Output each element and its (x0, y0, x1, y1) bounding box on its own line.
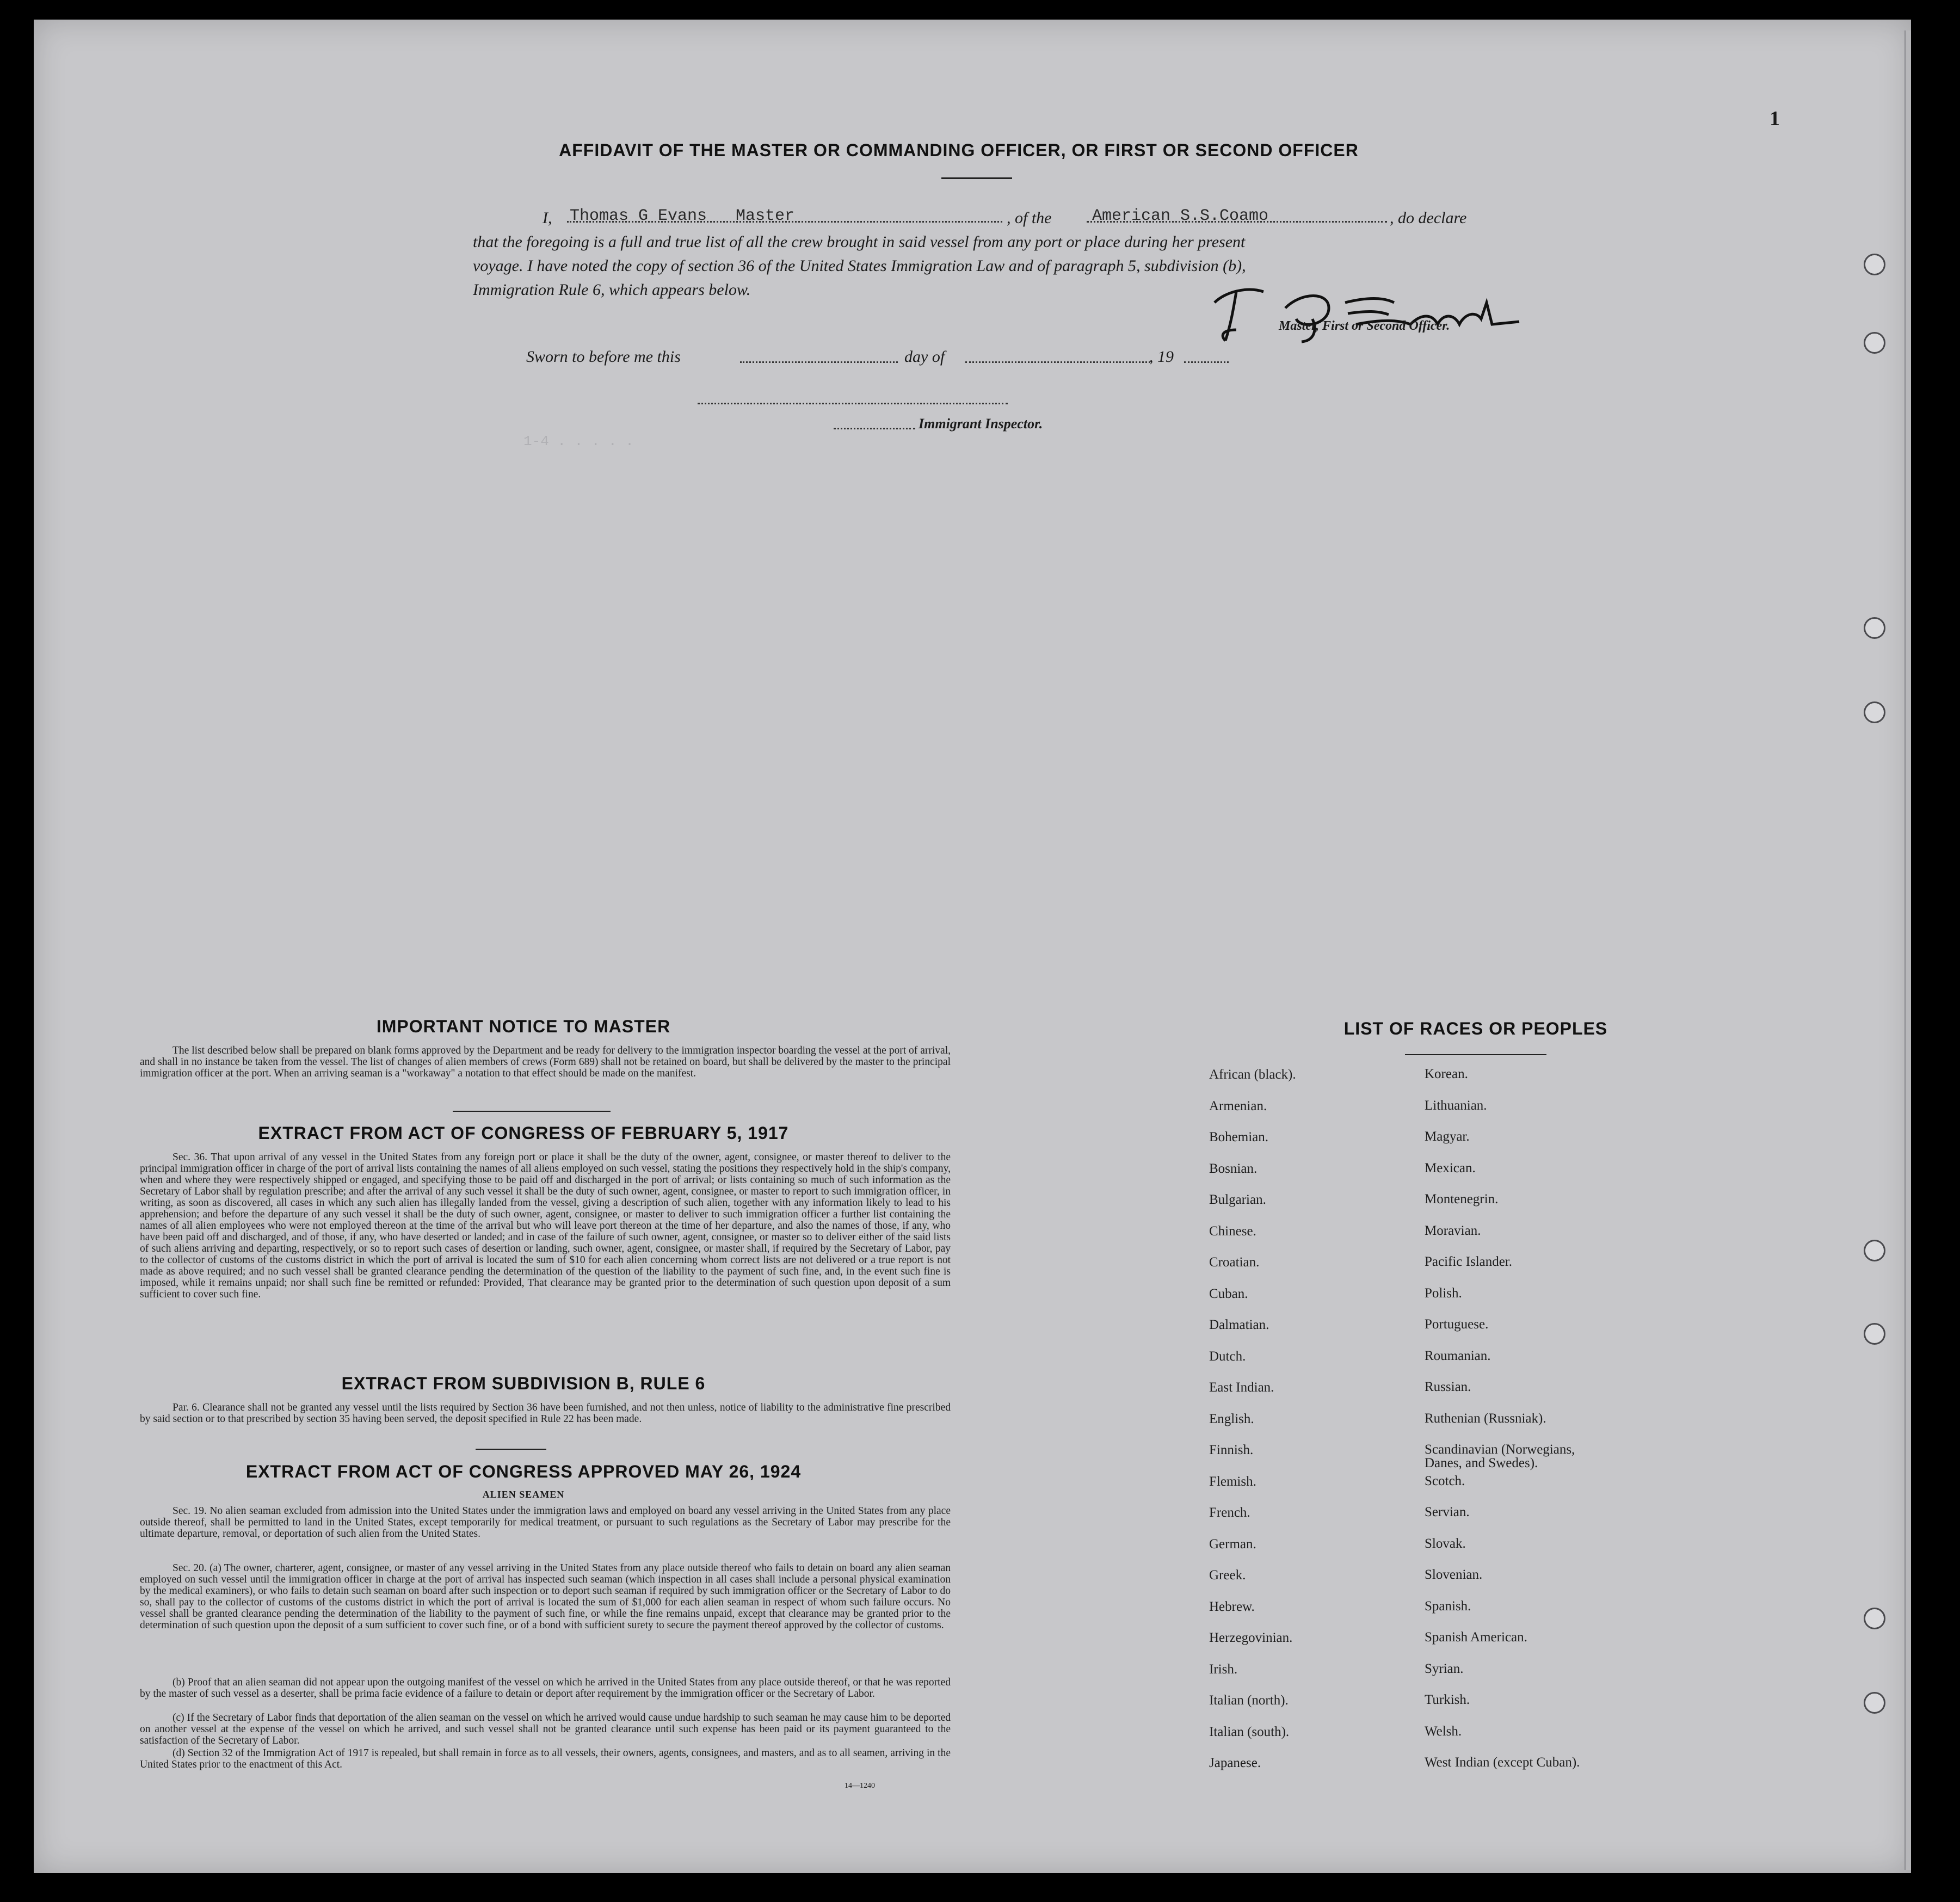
race-item: Scandinavian (Norwegians, Danes, and Swedes). (1425, 1442, 1575, 1470)
sec-20a-body: Sec. 20. (a) The owner, charterer, agent, consignee, or master of any vessel arriving in the United States from any place outside thereof who fails to detain on board any alien seaman employed on such vessel until the immigration officer in charge at the port of arrival has inspected such seaman (which inspection in all cases shall include a personal physical examination by the medical examiners), or who fails to detain such seaman on board after such inspection or to deport such seaman if required by such immigration officer or the Secretary of Labor to do so, shall pay to the collector of customs of the customs district in which the port of arrival is located the sum of $1,000 for each alien seaman in respect of whom such failure occurs. No vessel shall be granted clearance pending the determination of the liability to the payment of such fine, or while the fine remains unpaid, except that clearance may be granted prior to the determination of such question upon the deposit of a sum sufficient to cover such fine, or of a bond with sufficient surety to secure the payment thereof approved by the collector of customs. (140, 1562, 951, 1631)
of-the-text: , of the (1007, 209, 1052, 227)
race-item: Herzegovinian. (1209, 1630, 1293, 1645)
year-line (1184, 361, 1229, 363)
race-item: Pacific Islander. (1425, 1254, 1513, 1269)
race-item: German. (1209, 1536, 1256, 1552)
race-item: Lithuanian. (1425, 1098, 1487, 1113)
race-item: Ruthenian (Russniak). (1425, 1411, 1546, 1426)
race-item: Cuban. (1209, 1286, 1248, 1301)
subdivision-divider (476, 1449, 546, 1450)
race-item: French. (1209, 1505, 1250, 1520)
race-item: Italian (south). (1209, 1724, 1290, 1739)
declaration-intro: I, (543, 209, 552, 227)
races-divider (1405, 1054, 1546, 1055)
extract-1924-subtitle: ALIEN SEAMEN (482, 1489, 565, 1500)
sec-20b-body: (b) Proof that an alien seaman did not appear upon the outgoing manifest of the vessel on which he arrived in the United States from any place outside thereof, or that he was reported by the master of such vessel as a deserter, shall be prima facie evidence of a failure to detain or deport after requirement by the immigration officer or the Secretary of Labor. (140, 1677, 951, 1700)
extract-1917-title: EXTRACT FROM ACT OF CONGRESS OF FEBRUARY 5, 1917 (258, 1123, 789, 1143)
race-item: Japanese. (1209, 1756, 1261, 1770)
page-mark: 1 (1770, 107, 1780, 130)
sec-19-body: Sec. 19. No alien seaman excluded from admission into the United States under the immigration laws and employed on board any vessel arriving in the United States from any place outside thereof, shall be permitted to land in the United States, except temporarily for medical treatment, or pursuant to such regulations as the Secretary of Labor may prescribe for the ultimate departure, removal, or deportation of such alien from the United States. (140, 1505, 951, 1540)
punch-hole (1864, 254, 1885, 275)
master-signature (1204, 281, 1530, 346)
races-title: LIST OF RACES OR PEOPLES (1343, 1019, 1608, 1038)
name-filled: Thomas G Evans (570, 207, 707, 225)
race-item: Spanish. (1425, 1598, 1471, 1614)
extract-1917-body: Sec. 36. That upon arrival of any vessel in the United States from any foreign port or place it shall be the duty of the owner, agent, consignee, or master thereof to deliver to the principal immigration officer in charge of the port of arrival lists containing the names of all aliens employed on such vessel, stating the positions they respectively hold in the ship's company, when and where they were respectively shipped or engaged, and specifying those to be paid off and discharged in the port of arrival; or lists containing so much of such information as the Secretary of Labor shall by regulation prescribe; and after the arrival of any such vessel it shall be the duty of such owner, agent, consignee, or master to report to such immigration officer, in writing, as soon as discovered, all cases in which any such alien has illegally landed from the vessel, giving a description of such alien, together with any information likely to lead to his apprehension; and before the departure of any such vessel it shall be the duty of such owner, agent, consignee, or master to deliver to such immigration officer a further list containing the names of all alien employees who were not employed thereon at the time of the arrival but who will leave port thereon at the time of her departure, and also the names of those, if any, who have been paid off and discharged, and of those, if any, who have deserted or landed; and in case of the failure of such owner, agent, consignee, or master so to deliver either of the said lists of such aliens arriving and departing, respectively, or so to report such cases of desertion or landing, such owner, agent, consignee, or master shall, if required by the Secretary of Labor, pay to the collector of customs of the customs district in which the port of arrival is located the sum of $10 for each alien concerning whom correct lists are not delivered or a true report is not made as above required; and no such vessel shall be granted clearance pending the determination of the question of the liability to the payment of such fine, and, in the event such fine is imposed, while it remains unpaid; nor shall such fine be remitted or refunded: Provided, That clearance may be granted prior to the determination of such question upon deposit of a sum sufficient to cover such fine. (140, 1152, 951, 1300)
rank-filled: Master (736, 207, 795, 225)
form-number: 14—1240 (845, 1782, 875, 1790)
race-item: Spanish American. (1425, 1630, 1527, 1645)
race-item: Bohemian. (1209, 1130, 1269, 1144)
race-item: Italian (north). (1209, 1693, 1289, 1708)
punch-hole (1864, 332, 1885, 354)
race-item: Finnish. (1209, 1443, 1254, 1457)
race-item: Dalmatian. (1209, 1318, 1269, 1332)
race-item: Roumanian. (1425, 1348, 1491, 1363)
inspector-caption: Immigrant Inspector. (919, 416, 1043, 432)
day-of-text: day of (904, 348, 945, 366)
do-declare-text: , do declare (1390, 209, 1467, 227)
race-item: Dutch. (1209, 1349, 1246, 1364)
punch-hole (1864, 701, 1885, 723)
race-item: Hebrew. (1209, 1599, 1255, 1614)
punch-hole (1864, 1692, 1885, 1714)
race-item: Croatian. (1209, 1255, 1260, 1270)
bleed-through-text: 1-4 . . . . . (523, 433, 634, 450)
race-item: Greek. (1209, 1568, 1246, 1583)
declaration-line-2: that the foregoing is a full and true list of all the crew brought in said vessel from any port or place during her present (473, 233, 1246, 251)
race-item: Chinese. (1209, 1223, 1256, 1239)
race-item: Montenegrin. (1425, 1192, 1499, 1207)
race-item: Irish. (1209, 1661, 1238, 1677)
sec-20d-body: (d) Section 32 of the Immigration Act of 1917 is repealed, but shall remain in force as to all vessels, their owners, agents, consignees, and masters, and as to all seamen, arriving in the United States prior to the enactment of this Act. (140, 1747, 951, 1770)
extract-1924-title: EXTRACT FROM ACT OF CONGRESS APPROVED MAY 26, 1924 (245, 1462, 802, 1481)
subdivision-body: Par. 6. Clearance shall not be granted any vessel until the lists required by Section 36 have been furnished, and not then unless, notice of liability to the administrative fine prescribed by said section or to that prescribed by section 35 having been served, the deposit specified in Rule 22 has been made. (140, 1402, 951, 1425)
race-item: Slovenian. (1425, 1567, 1483, 1582)
affidavit-title: AFFIDAVIT OF THE MASTER OR COMMANDING OFFICER, OR FIRST OR SECOND OFFICER (559, 140, 1359, 160)
document-sheet (34, 20, 1911, 1873)
signature-caption: Master, First or Second Officer. (1279, 319, 1450, 333)
race-item: Bosnian. (1209, 1161, 1258, 1176)
punch-hole (1864, 1240, 1885, 1261)
race-item: Magyar. (1425, 1129, 1470, 1144)
race-item: Welsh. (1425, 1724, 1462, 1739)
year-prefix: , 19 (1149, 348, 1174, 366)
inspector-line-short (834, 428, 915, 429)
race-item: African (black). (1209, 1067, 1296, 1082)
subdivision-title: EXTRACT FROM SUBDIVISION B, RULE 6 (341, 1374, 706, 1393)
race-item: Flemish. (1209, 1474, 1256, 1489)
declaration-line-3: voyage. I have noted the copy of section 36 of the United States Immigration Law and of paragraph 5, subdivision (b), (473, 257, 1246, 275)
declaration-line-4: Immigration Rule 6, which appears below. (473, 281, 751, 299)
notice-title: IMPORTANT NOTICE TO MASTER (376, 1017, 671, 1036)
race-item: West Indian (except Cuban). (1425, 1755, 1580, 1770)
race-item: Russian. (1425, 1380, 1471, 1394)
race-item: Turkish. (1425, 1692, 1470, 1707)
punch-hole (1864, 617, 1885, 639)
sworn-day-line (740, 361, 898, 363)
punch-hole (1864, 1323, 1885, 1345)
vessel-filled: American S.S.Coamo (1092, 207, 1269, 225)
race-item: Bulgarian. (1209, 1192, 1266, 1207)
sheet-edge (1904, 30, 1911, 1870)
inspector-signature-line (698, 403, 1008, 404)
race-item: Syrian. (1425, 1661, 1464, 1676)
race-item: Polish. (1425, 1285, 1462, 1301)
notice-body: The list described below shall be prepared on blank forms approved by the Department and be ready for delivery to the immigration inspector boarding the vessel at the port of arrival, and shall in no instance be taken from the vessel. The list of changes of alien members of crews (Form 689) shall not be retained on board, but shall be delivered by the master to the principal immigration officer at the port. When an arriving seaman is a "workaway" a notation to that effect should be made on the manifest. (140, 1045, 951, 1079)
race-item: Armenian. (1209, 1098, 1267, 1113)
race-item: English. (1209, 1411, 1254, 1426)
sec-20c-body: (c) If the Secretary of Labor finds that deportation of the alien seaman on the vessel on which he arrived would cause undue hardship to such seaman he may cause him to be deported on another vessel at the expense of the vessel on which he arrived, and such vessel shall not be granted clearance until such expense has been paid or its payment guaranteed to the satisfaction of the Secretary of Labor. (140, 1712, 951, 1746)
race-item: East Indian. (1209, 1380, 1274, 1395)
month-line (965, 361, 1150, 363)
title-divider (941, 177, 1012, 179)
race-item: Slovak. (1425, 1536, 1466, 1551)
punch-hole (1864, 1608, 1885, 1629)
race-item: Scotch. (1425, 1473, 1465, 1488)
race-item: Moravian. (1425, 1223, 1481, 1238)
notice-divider (453, 1111, 611, 1112)
race-item: Korean. (1425, 1067, 1468, 1081)
sworn-text: Sworn to before me this (526, 348, 681, 366)
race-item: Mexican. (1425, 1160, 1476, 1175)
race-item: Portuguese. (1425, 1317, 1489, 1332)
race-item: Servian. (1425, 1505, 1470, 1519)
